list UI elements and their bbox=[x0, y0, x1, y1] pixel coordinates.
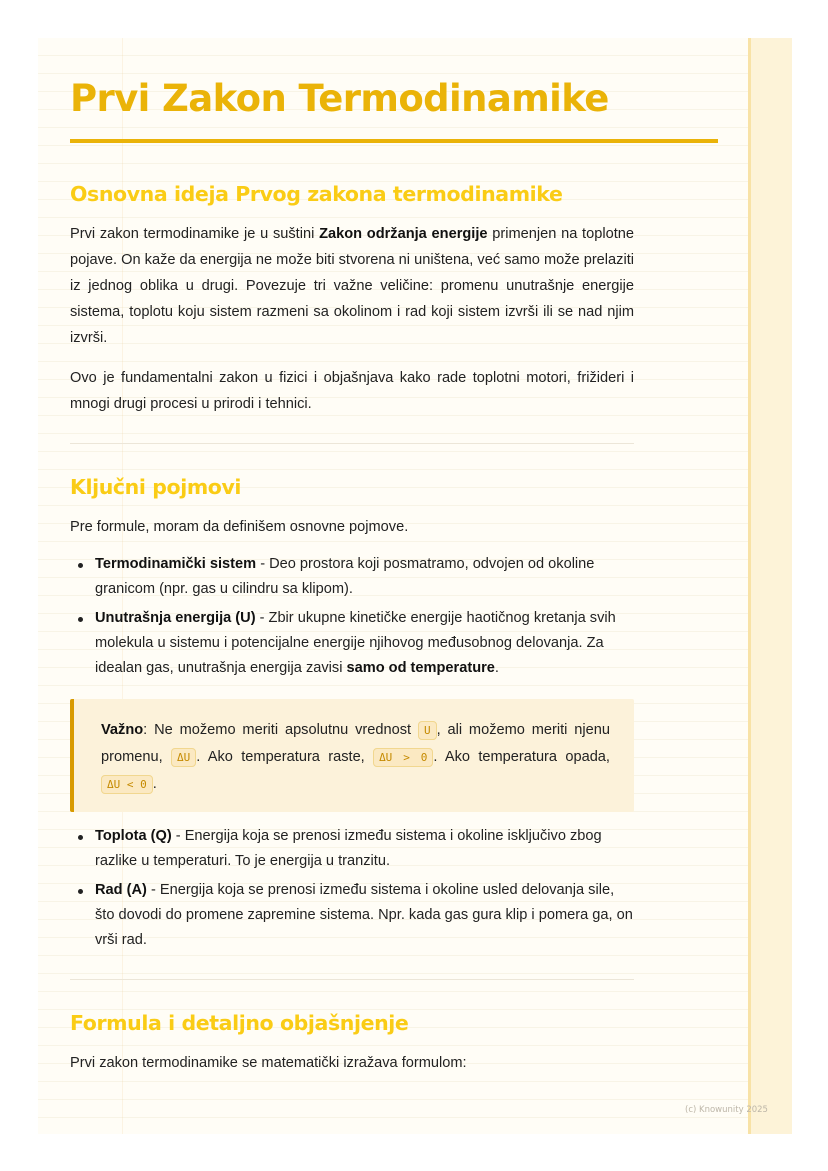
term-label: Rad (A) bbox=[95, 882, 147, 898]
document-content bbox=[70, 38, 634, 1076]
term-definition: - Energija koja se prenosi između sistema i okoline isključivo zbog razlike u temperaturi. To je energija u tranzitu. bbox=[95, 828, 602, 869]
inline-code-delta-u: ΔU bbox=[171, 748, 196, 767]
key-terms-list bbox=[70, 552, 634, 681]
term-definition: - Zbir ukupne kinetičke energije haotičnog kretanja svih molekula u sistemu i potencijalne energije njihovog međusobnog delovanja. Za idealan gas, unutrašnja energija zavisi bbox=[95, 610, 616, 676]
inline-code-u: U bbox=[418, 721, 437, 740]
section-heading-formula: Formula i detaljno objašnjenje bbox=[70, 1011, 409, 1035]
section-divider bbox=[70, 979, 634, 980]
paragraph-intro bbox=[70, 221, 634, 351]
list-item-heat bbox=[95, 824, 634, 874]
term-definition: - Energija koja se prenosi između sistema i okoline usled delovanja sile, što dovodi do promene zapremine sistema. Npr. kada gas gura klip i pomera ga, on vrši rad. bbox=[95, 882, 633, 948]
key-terms-list-continued bbox=[70, 824, 634, 953]
page-title: Prvi Zakon Termodinamike bbox=[70, 77, 609, 120]
text-run: . Ako temperatura opada, bbox=[433, 749, 610, 765]
title-underline bbox=[70, 139, 718, 143]
text-run: , ali možemo meriti njenu promenu, bbox=[101, 722, 610, 765]
term-label: Termodinamički sistem bbox=[95, 556, 257, 572]
text-run: . bbox=[494, 660, 499, 676]
bold-phrase: samo od temperature bbox=[346, 660, 495, 676]
list-item-system bbox=[95, 552, 634, 602]
text-run: Prvi zakon termodinamike je u suštini bbox=[70, 226, 320, 242]
callout-text bbox=[101, 717, 610, 798]
inline-code-delta-u-positive: ΔU > 0 bbox=[373, 748, 433, 767]
important-callout bbox=[70, 699, 634, 812]
paragraph-formula-intro: Prvi zakon termodinamike se matematički izražava formulom: bbox=[70, 1055, 467, 1071]
bold-term: Zakon održanja energije bbox=[319, 226, 488, 242]
page-edge-strip bbox=[748, 38, 792, 1134]
section-divider bbox=[70, 443, 634, 444]
term-label: Unutrašnja energija (U) bbox=[95, 610, 256, 626]
text-run: primenjen na toplotne pojave. On kaže da energija ne može biti stvorena ni uništena, već samo može prelaziti iz jednog oblika u drugi. Povezuje tri važne veličine: promenu unutrašnje energije sistema, toplotu koju sistem razmeni sa okolinom i rad koji sistem izvrši ili se nad njim izvrši. bbox=[70, 226, 634, 346]
page-sheet bbox=[38, 38, 792, 1134]
callout-label: Važno bbox=[101, 722, 144, 738]
term-definition: - Deo prostora koji posmatramo, odvojen od okoline granicom (npr. gas u cilindru sa klipom). bbox=[95, 556, 595, 597]
watermark: (c) Knowunity 2025 bbox=[685, 1105, 768, 1115]
list-item-work bbox=[95, 878, 634, 953]
text-run: . bbox=[152, 776, 157, 792]
text-run: . Ako temperatura raste, bbox=[196, 749, 374, 765]
term-label: Toplota (Q) bbox=[95, 828, 172, 844]
paragraph-fundamental: Ovo je fundamentalni zakon u fizici i objašnjava kako rade toplotni motori, frižideri i mnogi drugi procesi u prirodi i tehnici. bbox=[70, 370, 634, 412]
section-heading-key-terms: Ključni pojmovi bbox=[70, 475, 242, 499]
paragraph-key-terms-intro: Pre formule, moram da definišem osnovne pojmove. bbox=[70, 519, 409, 535]
text-run: : Ne možemo meriti apsolutnu vrednost bbox=[143, 722, 418, 738]
list-item-internal-energy bbox=[95, 606, 634, 681]
inline-code-delta-u-negative: ΔU < 0 bbox=[101, 775, 153, 794]
section-heading-basic-idea: Osnovna ideja Prvog zakona termodinamike bbox=[70, 182, 563, 206]
